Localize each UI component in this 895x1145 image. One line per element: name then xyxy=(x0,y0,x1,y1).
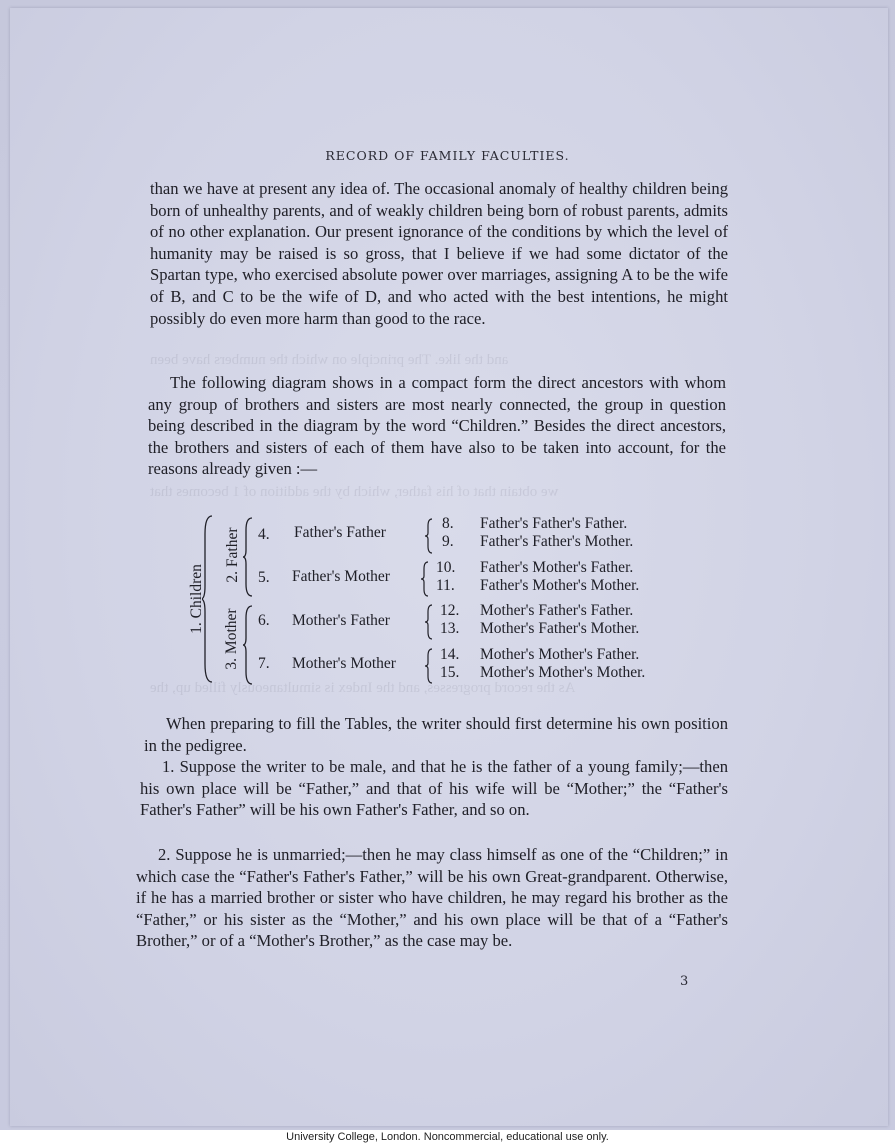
gg-label: Mother's Mother's Father. xyxy=(480,646,640,663)
bleed-through: we obtain that of his father, which by the addition of 1 becomes that xyxy=(150,484,559,500)
paragraph-1: than we have at present any idea of. The occasional anomaly of healthy children being born of unhealthy parents, and of weakly children being born of robust parents, admits of no other explanation. Our present ignorance of the conditions by which the level of humanity may be raised is so gross, that I believe if we had some dictator of the Spartan type, who exercised absolute power over marriages, assigning A to be the wife of B, and C to be the wife of D, and who acted with the best intentions, he might possibly do even more harm than good to the race. xyxy=(150,179,728,328)
gg-label: Mother's Mother's Mother. xyxy=(480,664,646,681)
gg-number: 11. xyxy=(436,577,455,594)
gg-number: 14. xyxy=(440,646,460,663)
running-head: RECORD OF FAMILY FACULTIES. xyxy=(325,148,570,163)
label-children: 1. Children xyxy=(188,564,205,634)
grandparent-label: Father's Father xyxy=(294,524,386,541)
gg-number: 10. xyxy=(436,559,456,576)
paragraph-4: 1. Suppose the writer to be male, and that he is the father of a young family;—then his own place will be “Father,” and that of his wife will be “Mother;” the “Father's Father's Father” will be his own Father's Father, and so on. xyxy=(140,757,728,820)
grandparent-label: Father's Mother xyxy=(292,568,390,585)
bleed-through: and the like. The principle on which the numbers have been xyxy=(150,352,509,368)
gg-label: Mother's Father's Father. xyxy=(480,602,634,619)
brace-gg-7 xyxy=(424,648,434,684)
brace-gg-6 xyxy=(424,604,434,640)
gg-label: Father's Mother's Father. xyxy=(480,559,634,576)
brace-gg-5 xyxy=(420,561,430,597)
paragraph-3: When preparing to fill the Tables, the writer should first determine his own position in the pedigree. xyxy=(144,714,728,755)
gg-label: Father's Father's Father. xyxy=(480,515,628,532)
grandparent-label: Mother's Mother xyxy=(292,655,396,672)
gg-number: 8. xyxy=(442,515,454,532)
copyright-footer: University College, London. Noncommercial, educational use only. xyxy=(286,1131,609,1143)
grandparent-number: 6. xyxy=(258,612,270,629)
gg-label: Mother's Father's Mother. xyxy=(480,620,640,637)
gg-number: 12. xyxy=(440,602,460,619)
gg-number: 15. xyxy=(440,664,460,681)
brace-mother xyxy=(242,604,254,686)
label-father: 2. Father xyxy=(224,527,241,583)
brace-gg-4 xyxy=(424,518,434,554)
brace-father xyxy=(242,516,254,598)
paragraph-2: The following diagram shows in a compact form the direct ancestors with whom any group of brothers and sisters are most nearly connected, the group in question being described in the diagram by the word “Children.” Besides the direct ancestors, the brothers and sisters of each of them have also to be taken into account, for the reasons already given :— xyxy=(148,373,726,479)
paragraph-5: 2. Suppose he is unmarried;—then he may class himself as one of the “Children;” in which case the “Father's Father's Father,” will be his own Great-grandparent. Otherwise, if he has a married brother or sister who have children, he may regard his brother as the “Father,” or his sister as the “Mother,” and his own place will be that of a “Father's Brother,” or of a “Mother's Brother,” as the case may be. xyxy=(136,845,728,951)
gg-number: 9. xyxy=(442,533,454,550)
gg-label: Father's Father's Mother. xyxy=(480,533,634,550)
grandparent-number: 5. xyxy=(258,569,270,586)
grandparent-label: Mother's Father xyxy=(292,612,390,629)
label-mother: 3. Mother xyxy=(223,608,240,670)
brace-children xyxy=(202,514,214,687)
bleed-through: As the record progresses, and the Index is simultaneously filled up, the xyxy=(150,680,576,696)
grandparent-number: 7. xyxy=(258,655,270,672)
pedigree-diagram xyxy=(180,512,720,692)
gg-label: Father's Mother's Mother. xyxy=(480,577,640,594)
gg-number: 13. xyxy=(440,620,460,637)
grandparent-number: 4. xyxy=(258,526,270,543)
page-number: 3 xyxy=(680,974,689,989)
